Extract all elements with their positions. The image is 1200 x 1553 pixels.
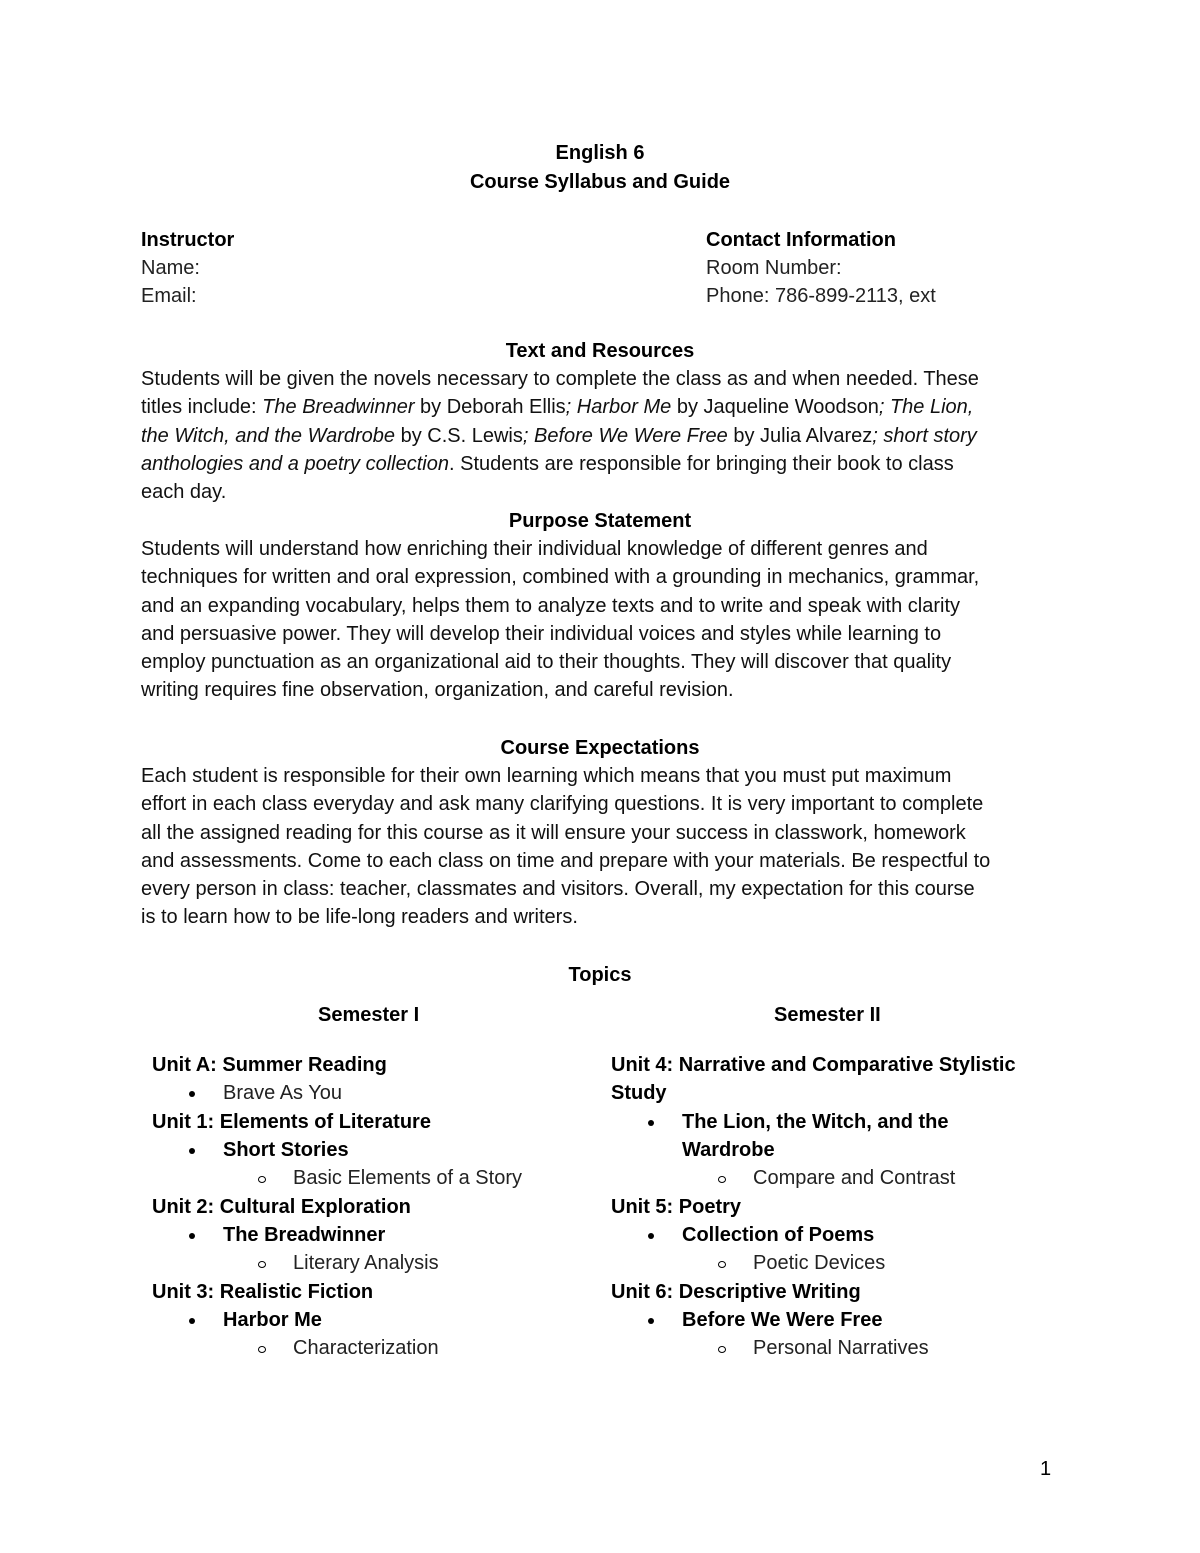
text-resources-heading: Text and Resources bbox=[505, 340, 695, 362]
unit-4-heading: Unit 4: Narrative and Comparative Stylistic bbox=[611, 1054, 1016, 1076]
hollow-bullet-icon bbox=[718, 1261, 726, 1268]
unit-5-heading: Unit 5: Poetry bbox=[611, 1196, 742, 1218]
purpose-line: writing requires fine observation, organization, and careful revision. bbox=[141, 679, 734, 702]
unit-3-sub: Characterization bbox=[293, 1337, 439, 1359]
expectations-paragraph bbox=[141, 762, 1076, 932]
bullet-icon bbox=[189, 1318, 195, 1324]
tr-text: ; bbox=[878, 396, 890, 419]
semester-2-heading: Semester II bbox=[774, 1004, 881, 1026]
purpose-line: and an expanding vocabulary, helps them to analyze texts and to write and speak with clarity bbox=[141, 594, 960, 617]
tr-line-4 bbox=[141, 450, 1076, 478]
unit-3-item: Harbor Me bbox=[223, 1309, 322, 1331]
purpose-heading: Purpose Statement bbox=[508, 510, 692, 532]
expectations-line: is to learn how to be life-long readers and writers. bbox=[141, 906, 578, 929]
bullet-icon bbox=[648, 1120, 654, 1126]
instructor-heading: Instructor bbox=[141, 229, 235, 251]
bullet-icon bbox=[648, 1318, 654, 1324]
bullet-icon bbox=[648, 1233, 654, 1239]
purpose-line: techniques for written and oral expression, combined with a grounding in mechanics, grammar, bbox=[141, 566, 980, 589]
unit-4-item: The Lion, the Witch, and the bbox=[682, 1111, 949, 1133]
book-title: short story bbox=[883, 424, 977, 447]
unit-4-item-cont: Wardrobe bbox=[682, 1139, 775, 1161]
unit-4-sub: Compare and Contrast bbox=[753, 1167, 956, 1189]
purpose-line: and persuasive power. They will develop their individual voices and styles while learning to bbox=[141, 622, 942, 645]
bullet-icon bbox=[189, 1233, 195, 1239]
text-resources-paragraph bbox=[141, 365, 1076, 506]
purpose-line: Students will understand how enriching their individual knowledge of different genres and bbox=[141, 538, 928, 560]
unit-1-item: Short Stories bbox=[223, 1139, 349, 1161]
tr-line-2 bbox=[141, 393, 1076, 421]
unit-a-heading: Unit A: Summer Reading bbox=[152, 1054, 387, 1076]
unit-5-item: Collection of Poems bbox=[682, 1224, 875, 1246]
document-subtitle: Course Syllabus and Guide bbox=[469, 171, 731, 193]
tr-text: by Julia Alvarez bbox=[727, 424, 873, 447]
expectations-heading: Course Expectations bbox=[500, 737, 700, 759]
expectations-line: Each student is responsible for their own learning which means that you must put maximum bbox=[141, 765, 952, 787]
expectations-line: every person in class: teacher, classmates and visitors. Overall, my expectation for this course bbox=[141, 878, 975, 901]
unit-5-sub: Poetic Devices bbox=[753, 1252, 886, 1274]
hollow-bullet-icon bbox=[258, 1261, 266, 1268]
unit-6-item: Before We Were Free bbox=[682, 1309, 883, 1331]
purpose-line: employ punctuation as an organizational aid to their thoughts. They will discover that quality bbox=[141, 651, 952, 674]
tr-text: ; bbox=[565, 396, 577, 419]
expectations-line: effort in each class everyday and ask many clarifying questions. It is very important to complete bbox=[141, 793, 984, 816]
book-title: The Breadwinner bbox=[262, 396, 415, 419]
bullet-icon bbox=[189, 1091, 195, 1097]
bullet-icon bbox=[189, 1148, 195, 1154]
unit-6-sub: Personal Narratives bbox=[753, 1337, 929, 1359]
expectations-line: and assessments. Come to each class on time and prepare with your materials. Be respectful to bbox=[141, 849, 991, 872]
unit-1-sub: Basic Elements of a Story bbox=[293, 1167, 522, 1189]
page-number: 1 bbox=[1040, 1458, 1052, 1480]
unit-6-heading: Unit 6: Descriptive Writing bbox=[611, 1281, 861, 1303]
purpose-paragraph bbox=[141, 535, 1076, 705]
unit-a-item: Brave As You bbox=[223, 1082, 342, 1104]
book-title: the Witch, and the Wardrobe bbox=[141, 424, 396, 447]
hollow-bullet-icon bbox=[718, 1346, 726, 1353]
hollow-bullet-icon bbox=[258, 1176, 266, 1183]
tr-text: by Deborah Ellis bbox=[414, 396, 566, 419]
unit-2-sub: Literary Analysis bbox=[293, 1252, 439, 1274]
book-title: Before We Were Free bbox=[534, 424, 728, 447]
tr-line-3 bbox=[141, 422, 1076, 450]
hollow-bullet-icon bbox=[718, 1176, 726, 1183]
book-title: anthologies and a poetry collection bbox=[141, 452, 449, 475]
book-title: The Lion, bbox=[889, 396, 974, 419]
tr-line-1: Students will be given the novels necessary to complete the class as and when needed. These bbox=[141, 368, 979, 390]
name-label: Name: bbox=[141, 257, 200, 279]
topics-heading: Topics bbox=[568, 964, 632, 986]
semester-1-heading: Semester I bbox=[318, 1004, 420, 1026]
unit-3-heading: Unit 3: Realistic Fiction bbox=[152, 1281, 374, 1303]
phone-line: Phone: 786-899-2113, ext bbox=[706, 285, 936, 307]
tr-text: by C.S. Lewis bbox=[395, 424, 523, 447]
unit-2-heading: Unit 2: Cultural Exploration bbox=[152, 1196, 411, 1218]
contact-heading: Contact Information bbox=[706, 229, 896, 251]
tr-line-5: each day. bbox=[141, 481, 227, 504]
unit-1-heading: Unit 1: Elements of Literature bbox=[152, 1111, 431, 1133]
expectations-line: all the assigned reading for this course as it will ensure your success in classwork, homework bbox=[141, 821, 966, 844]
unit-2-item: The Breadwinner bbox=[223, 1224, 386, 1246]
email-label: Email: bbox=[141, 285, 197, 307]
hollow-bullet-icon bbox=[258, 1346, 266, 1353]
tr-text: ; bbox=[872, 424, 884, 447]
book-title: Harbor Me bbox=[576, 396, 672, 419]
tr-text: titles include: bbox=[141, 396, 263, 419]
document-title: English 6 bbox=[555, 142, 645, 164]
room-label: Room Number: bbox=[706, 257, 842, 279]
tr-text: . Students are responsible for bringing their book to class bbox=[449, 452, 954, 475]
tr-text: ; bbox=[522, 424, 534, 447]
unit-4-heading-cont: Study bbox=[611, 1082, 667, 1104]
tr-text: by Jaqueline Woodson bbox=[671, 396, 879, 419]
